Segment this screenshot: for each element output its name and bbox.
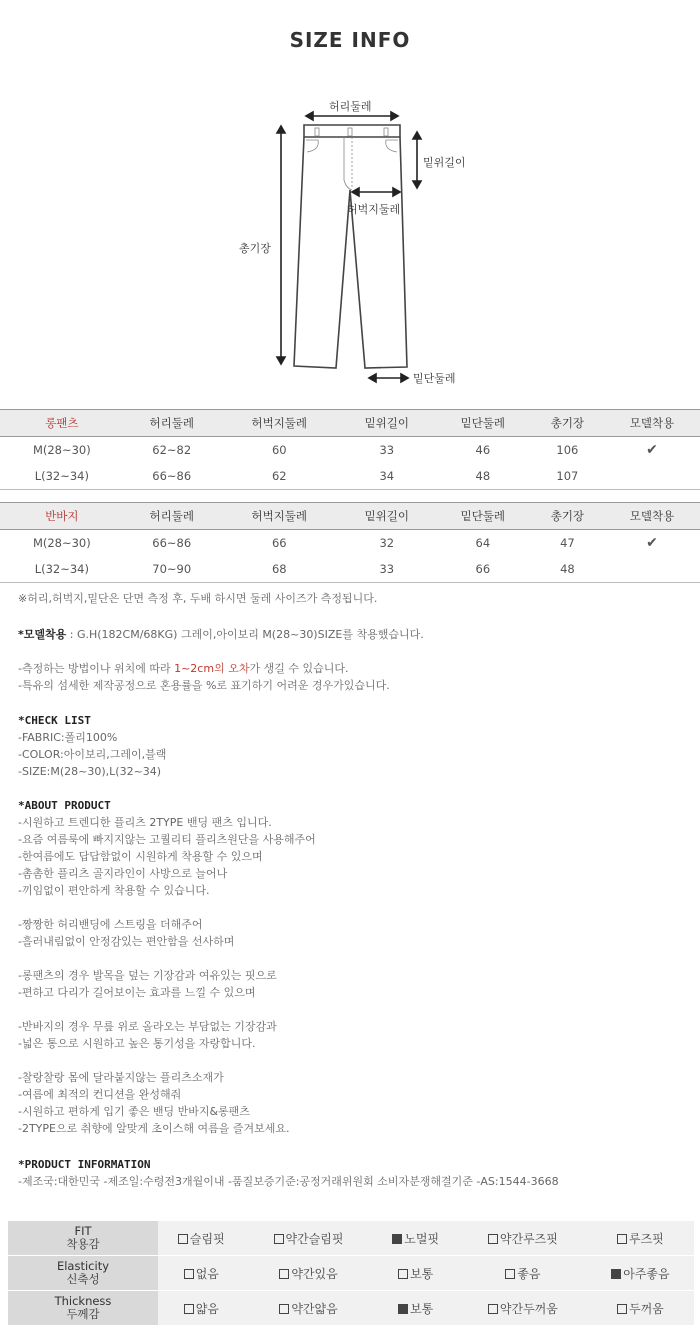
elasticity-label <box>8 1256 158 1291</box>
thickness-option <box>372 1291 459 1326</box>
checklist-section <box>18 712 166 780</box>
option-label: 얇음 <box>195 1301 219 1316</box>
header-category: 롱팬츠 <box>0 410 124 437</box>
list-item: -짱짱한 허리밴딩에 스트링을 더해주어 <box>18 918 203 931</box>
option-label: 루즈핏 <box>629 1231 664 1246</box>
list-item: -여름에 최적의 컨디션을 완성해줘 <box>18 1088 182 1101</box>
elasticity-option <box>459 1256 587 1291</box>
checklist-heading: *CHECK LIST <box>18 714 91 727</box>
thickness-option <box>158 1291 245 1326</box>
option-label: 약간얇음 <box>291 1301 338 1316</box>
table-row <box>0 556 700 583</box>
list-item: -시원하고 트렌디한 플리츠 2TYPE 밴딩 팬츠 입니다. <box>18 816 272 829</box>
cell: 34 <box>339 463 435 490</box>
option-label: 보통 <box>410 1266 434 1281</box>
checkbox-checked-icon <box>392 1234 402 1244</box>
cell <box>604 556 700 583</box>
checkbox-icon <box>178 1234 188 1244</box>
header-hem: 밑단둘레 <box>435 503 531 530</box>
checkbox-icon <box>274 1234 284 1244</box>
header-waist: 허리둘레 <box>124 410 220 437</box>
elasticity-label-en: Elasticity <box>56 1259 110 1273</box>
fit-option <box>372 1221 459 1256</box>
header-length: 총기장 <box>531 410 604 437</box>
cell: 62 <box>220 463 339 490</box>
list-item: -한여름에도 답답함없이 시원하게 착용할 수 있으며 <box>18 850 263 863</box>
header-thigh: 허벅지둘레 <box>220 410 339 437</box>
cell: 60 <box>271 443 287 457</box>
fit-label <box>8 1221 158 1256</box>
fit-option <box>158 1221 245 1256</box>
thickness-label <box>8 1291 158 1326</box>
product-info-section <box>18 1156 559 1190</box>
error-note-suffix: 가 생길 수 있습니다. <box>249 662 349 675</box>
fit-label-ko: 착용감 <box>66 1237 100 1251</box>
checkbox-icon <box>488 1304 498 1314</box>
list-item: -FABRIC:폴리100% <box>18 731 118 744</box>
error-note <box>18 660 348 677</box>
error-note-prefix: -측정하는 방법이나 위치에 따라 <box>18 662 175 675</box>
label-waist: 허리둘레 <box>329 100 372 113</box>
cell: 106 <box>556 443 579 457</box>
checkbox-icon <box>398 1269 408 1279</box>
cell: 68 <box>220 556 339 583</box>
option-label: 노멀핏 <box>404 1231 440 1246</box>
cell: 66~86 <box>124 463 220 490</box>
check-icon: ✔ <box>646 535 658 551</box>
list-item: -촘촘한 플리츠 골지라인이 사방으로 늘어나 <box>18 867 228 880</box>
cell: 48 <box>531 556 604 583</box>
label-thigh: 허벅지둘레 <box>347 203 401 216</box>
header-rise: 밑위길이 <box>339 410 435 437</box>
cell: 62~82 <box>152 443 192 457</box>
table-row <box>0 463 700 490</box>
cell: 66 <box>435 556 531 583</box>
pants-illustration <box>0 80 700 400</box>
fit-option <box>587 1221 694 1256</box>
model-note <box>18 626 424 643</box>
cell: 107 <box>531 463 604 490</box>
cell: 66~86 <box>152 536 192 550</box>
checkbox-icon <box>505 1269 515 1279</box>
fit-table <box>8 1221 694 1326</box>
about-section <box>18 797 316 1137</box>
label-rise: 밑위길이 <box>423 156 466 169</box>
table-header <box>0 410 700 437</box>
option-label: 약간두꺼움 <box>499 1301 558 1316</box>
cell: 46 <box>475 443 491 457</box>
list-item: -SIZE:M(28~30),L(32~34) <box>18 765 162 778</box>
elasticity-option <box>372 1256 459 1291</box>
cell: M(28~30) <box>32 443 91 457</box>
model-label: *모델착용 <box>18 628 67 641</box>
label-length: 총기장 <box>239 242 271 255</box>
fit-option <box>245 1221 373 1256</box>
list-item: -끼임없이 편안하게 착용할 수 있습니다. <box>18 884 210 897</box>
checkbox-icon <box>488 1234 498 1244</box>
thickness-label-ko: 두께감 <box>66 1307 100 1321</box>
fit-option <box>459 1221 587 1256</box>
table-row <box>0 530 700 557</box>
list-item: -넓은 통으로 시원하고 높은 통기성을 자랑합니다. <box>18 1037 256 1050</box>
cell: 66 <box>271 536 287 550</box>
header-hem: 밑단둘레 <box>435 410 531 437</box>
header-waist: 허리둘레 <box>124 503 220 530</box>
elasticity-option <box>587 1256 694 1291</box>
model-text: : G.H(182CM/68KG) 그레이,아이보리 M(28~30)SIZE를 착용했습니다. <box>66 628 424 641</box>
checkbox-checked-icon <box>398 1304 408 1314</box>
list-item: -시원하고 편하게 입기 좋은 밴딩 반바지&롱팬츠 <box>18 1105 250 1118</box>
table-row <box>0 437 700 464</box>
cell: 33 <box>379 443 395 457</box>
cell: 47 <box>560 536 575 550</box>
cell: M(28~30) <box>32 536 91 550</box>
table-header <box>0 503 700 530</box>
thickness-row <box>8 1291 694 1326</box>
option-label: 보통 <box>410 1301 434 1316</box>
blend-note: -특유의 섬세한 제작공정으로 혼용률을 %로 표기하기 어려운 경우가있습니다. <box>18 679 390 692</box>
option-label: 없음 <box>195 1266 219 1281</box>
thickness-option <box>587 1291 694 1326</box>
cell: 33 <box>339 556 435 583</box>
about-heading: *ABOUT PRODUCT <box>18 799 111 812</box>
cell: L(32~34) <box>0 556 124 583</box>
checkbox-icon <box>617 1304 627 1314</box>
checkbox-icon <box>184 1269 194 1279</box>
cell: 48 <box>435 463 531 490</box>
checkbox-checked-icon <box>611 1269 621 1279</box>
cell: L(32~34) <box>0 463 124 490</box>
list-item: -COLOR:아이보리,그레이,블랙 <box>18 748 167 761</box>
header-rise: 밑위길이 <box>339 503 435 530</box>
list-item: -편하고 다리가 길어보이는 효과를 느낄 수 있으며 <box>18 986 256 999</box>
checkbox-icon <box>279 1304 289 1314</box>
cell: 64 <box>475 536 491 550</box>
option-label: 약간슬림핏 <box>285 1231 344 1246</box>
product-info-line: -제조국:대한민국 -제조일:수령전3개월이내 -품질보증기준:공정거래위원회 소비자분쟁해결기준 -AS:1544-3668 <box>18 1175 559 1188</box>
header-thigh: 허벅지둘레 <box>220 503 339 530</box>
option-label: 약간있음 <box>291 1266 338 1281</box>
list-item: -2TYPE으로 취향에 알맞게 초이스해 여름을 즐겨보세요. <box>18 1122 290 1135</box>
pants-diagram <box>0 80 700 404</box>
product-info-heading: *PRODUCT INFORMATION <box>18 1158 151 1171</box>
check-icon: ✔ <box>646 442 658 458</box>
header-category: 반바지 <box>0 503 124 530</box>
elasticity-label-ko: 신축성 <box>66 1272 100 1286</box>
option-label: 두꺼움 <box>629 1301 664 1316</box>
option-label: 좋음 <box>517 1266 541 1281</box>
page-title: SIZE INFO <box>289 28 411 52</box>
list-item: -흘러내림없이 안정감있는 편안함을 선사하며 <box>18 935 235 948</box>
measure-note: ※허리,허벅지,밑단은 단면 측정 후, 두배 하시면 둘레 사이즈가 측정됩니다. <box>18 592 378 605</box>
option-label: 아주좋음 <box>623 1266 670 1281</box>
fit-label-en: FIT <box>74 1224 92 1238</box>
label-hem: 밑단둘레 <box>413 372 456 385</box>
checkbox-icon <box>184 1304 194 1314</box>
option-label: 슬림핏 <box>189 1231 225 1246</box>
shorts-size-table <box>0 502 700 583</box>
elasticity-option <box>158 1256 245 1291</box>
thickness-label-en: Thickness <box>54 1294 112 1308</box>
option-label: 약간루즈핏 <box>499 1231 558 1246</box>
cell: 32 <box>379 536 395 550</box>
list-item: -찰랑찰랑 몸에 달라붙지않는 플리츠소재가 <box>18 1071 224 1084</box>
checkbox-icon <box>617 1234 627 1244</box>
header-length: 총기장 <box>531 503 604 530</box>
list-item: -롱팬츠의 경우 발목을 덮는 기장감과 여유있는 핏으로 <box>18 969 277 982</box>
fit-row <box>8 1221 694 1256</box>
cell: 70~90 <box>124 556 220 583</box>
header-model: 모델착용 <box>604 503 700 530</box>
list-item: -반바지의 경우 무릎 위로 올라오는 부담없는 기장감과 <box>18 1020 277 1033</box>
error-note-highlight: 1~2cm의 오차 <box>174 662 250 675</box>
thickness-option <box>459 1291 587 1326</box>
checkbox-icon <box>279 1269 289 1279</box>
elasticity-option <box>245 1256 373 1291</box>
header-model: 모델착용 <box>604 410 700 437</box>
thickness-option <box>245 1291 373 1326</box>
elasticity-row <box>8 1256 694 1291</box>
list-item: -요즘 여름룩에 빠지지않는 고퀄리티 플리츠원단을 사용해주어 <box>18 833 316 846</box>
long-pants-size-table <box>0 409 700 490</box>
cell <box>604 463 700 490</box>
